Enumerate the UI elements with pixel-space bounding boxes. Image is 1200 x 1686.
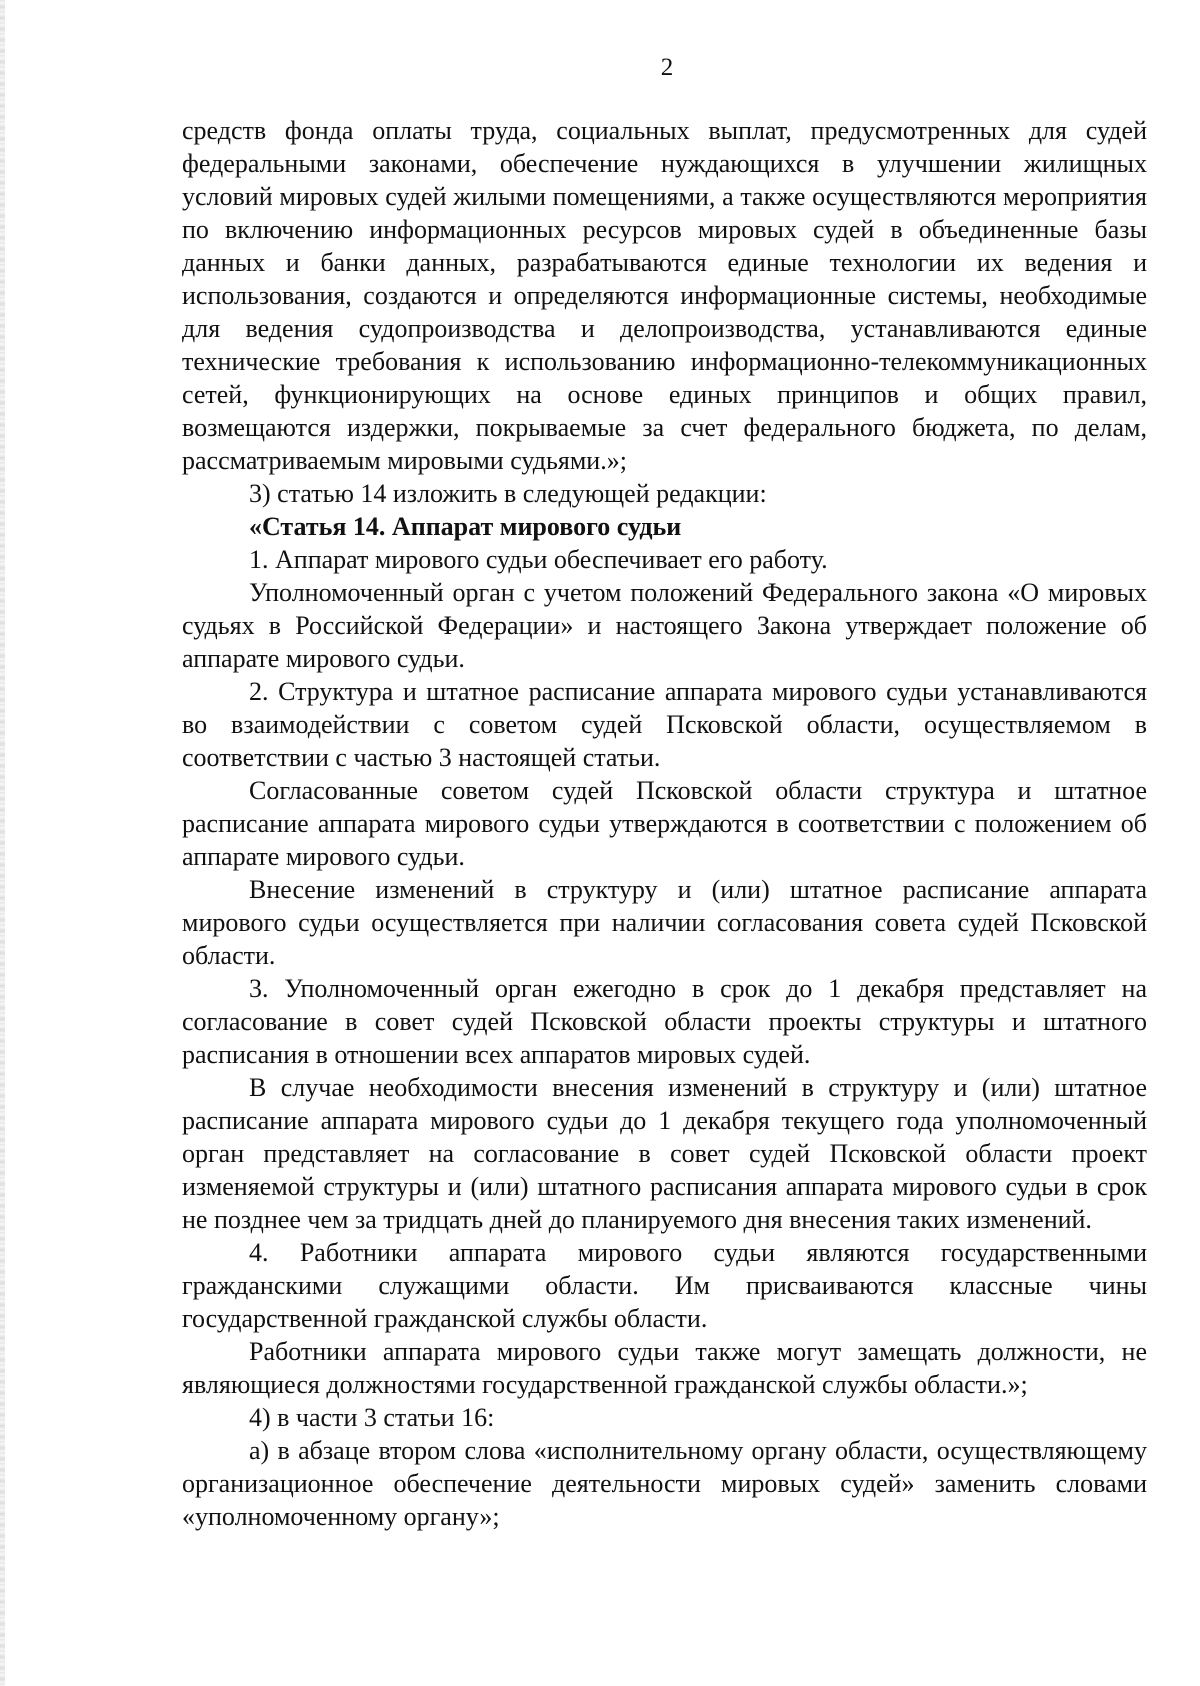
article-14-heading: «Статья 14. Аппарат мирового судьи xyxy=(249,512,682,541)
article-14-part-2-paragraph-2: Согласованные советом судей Псковской области структура и штатное расписание аппарата мирового судьи утверждаются в соответствии с положением об аппарате мирового судьи. xyxy=(182,776,1147,871)
article-14-part-1: 1. Аппарат мирового судьи обеспечивает его работу. xyxy=(249,545,828,574)
article-14-part-4-paragraph-2: Работники аппарата мирового судьи также могут замещать должности, не являющиеся должностями государственной гражданской службы области.»; xyxy=(182,1337,1147,1399)
article-14-part-4: 4. Работники аппарата мирового судьи являются государственными гражданскими служащими области. Им присваиваются классные чины государственной гражданской службы области. xyxy=(182,1238,1147,1333)
document-body xyxy=(182,114,1147,1533)
article-14-part-2-paragraph-3: Внесение изменений в структуру и (или) штатное расписание аппарата мирового судьи осуществляется при наличии согласования совета судей Псковской области. xyxy=(182,875,1147,970)
paragraph-item-4: 4) в части 3 статьи 16: xyxy=(249,1403,495,1432)
article-14-part-2: 2. Структура и штатное расписание аппарата мирового судьи устанавливаются во взаимодействии с советом судей Псковской области, осуществляемом в соответствии с частью 3 настоящей статьи. xyxy=(182,677,1147,772)
paragraph-item-3: 3) статью 14 изложить в следующей редакции: xyxy=(249,479,767,508)
paragraph-continuation: средств фонда оплаты труда, социальных выплат, предусмотренных для судей федеральными законами, обеспечение нуждающихся в улучшении жилищных условий мировых судей жилыми помещениями, а также осуществляются мероприятия по включению информационных ресурсов мировых судей в объединенные базы данных и банки данных, разрабатываются единые технологии их ведения и использования, создаются и определяются информационные системы, необходимые для ведения судопроизводства и делопроизводства, устанавливаются единые технические требования к использованию информационно-телекоммуникационных сетей, функционирующих на основе единых принципов и общих правил, возмещаются издержки, покрываемые за счет федерального бюджета, по делам, рассматриваемым мировыми судьями.»; xyxy=(182,116,1147,475)
article-14-part-3-paragraph-2: В случае необходимости внесения изменений в структуру и (или) штатное расписание аппарата мирового судьи до 1 декабря текущего года уполномоченный орган представляет на согласование в совет судей Псковской области проект изменяемой структуры и (или) штатного расписания аппарата мирового судьи в срок не позднее чем за тридцать дней до планируемого дня внесения таких изменений. xyxy=(182,1073,1147,1234)
article-14-part-1-paragraph-2: Уполномоченный орган с учетом положений Федерального закона «О мировых судьях в Российской Федерации» и настоящего Закона утверждает положение об аппарате мирового судьи. xyxy=(182,578,1147,673)
paragraph-subitem-a: а) в абзаце втором слова «исполнительному органу области, осуществляющему организационное обеспечение деятельности мировых судей» заменить словами «уполномоченному органу»; xyxy=(182,1436,1147,1531)
scan-edge-artifact xyxy=(0,0,5,1686)
article-14-part-3: 3. Уполномоченный орган ежегодно в срок до 1 декабря представляет на согласование в совет судей Псковской области проекты структуры и штатного расписания в отношении всех аппаратов мировых судей. xyxy=(182,974,1147,1069)
page-number: 2 xyxy=(660,54,674,81)
